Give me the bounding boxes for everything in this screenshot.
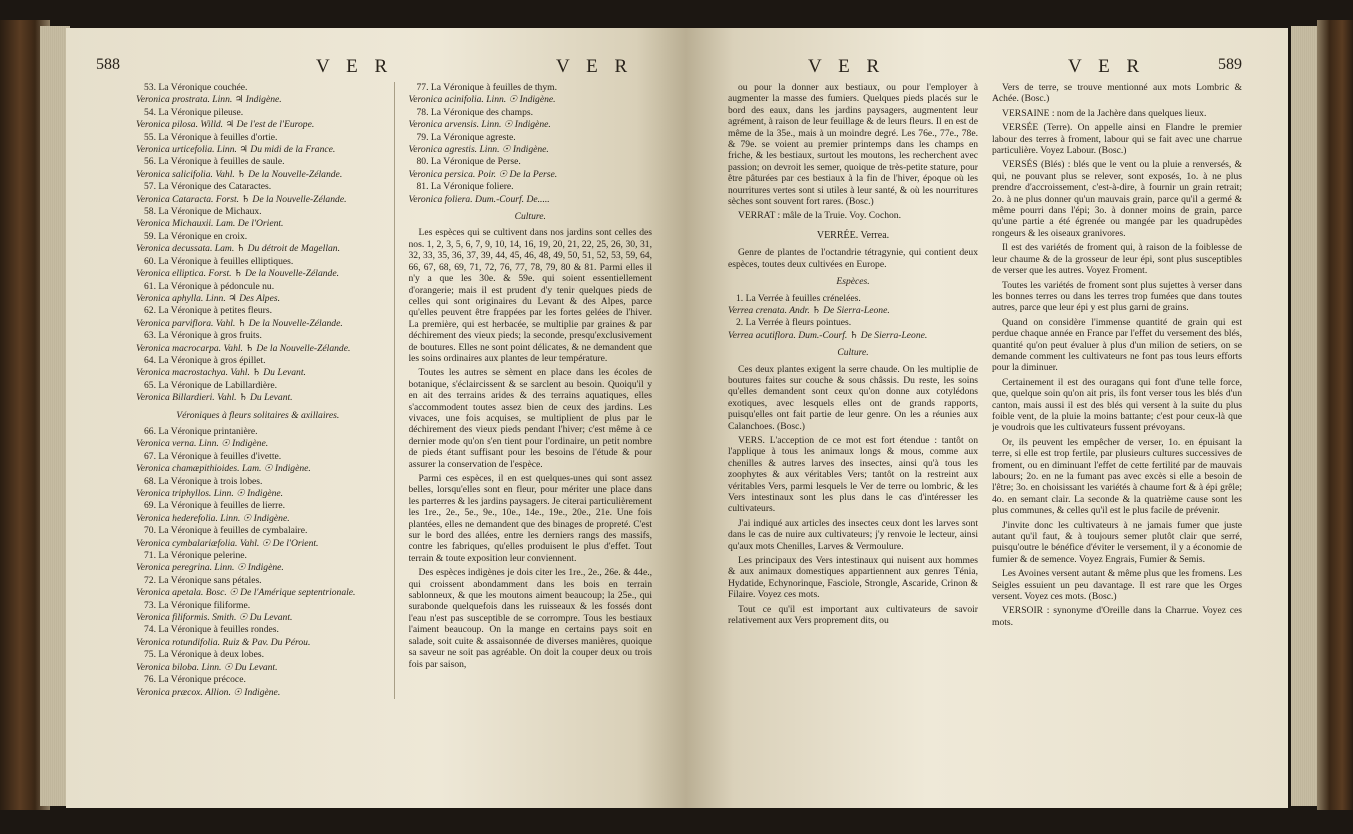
latin-name: Veronica chamæpithioides. Lam. ☉ Indigène. [136,463,311,475]
text-paragraph: Les espèces qui se cultivent dans nos jardins sont celles des nos. 1, 2, 3, 5, 6, 7, 9, 10, 14, 16, 19, 20, 21, 22, 25, 26, 30, 31, 32, 33, 35, 36, 37, 39, 44, 45, 46, 48, 49, 50, 51, 52, 53, 59, 64, 66, 67, 68, 69, 71, 72, 76, 77, 78, 79, 80 & 81. Parmi elles il n'y a que les 30e. & 59e. qui soient essentiellement d'orangerie; mais il est prudent d'y tenir quelques pieds de celles qui sont originaires du Levant & des Alpes, parce qu'elles peuvent être frappées par les fortes gelées de l'hiver. La première, qui est herbacée, se multiplie par graines & par déchirement des vieux pieds; la seconde, presqu'exclusivement de boutures. Elles ne sont point délicates, & ne demandent que les soins ordinaires aux plantes de leur température. [408,227,652,364]
latin-name: Veronica Billardieri. Vahl. ♄ Du Levant. [136,392,293,404]
text-paragraph: Les Avoines versent autant & même plus que les fromens. Les Seigles essuient un peu davantage. Il est rare que les Orges versent. Voyez ces mots. (Bosc.) [992,568,1242,603]
species-entry: 1. La Verrée à feuilles crénelées. [736,292,861,304]
text-paragraph: VERS. L'acception de ce mot est fort étendue : tantôt on l'applique à tous les animaux longs & mous, comme aux chenilles & autres larves des insectes, ainsi qu'à tous les zoophytes & aux véritables Vers; tantôt on la restreint aux véritables Vers, parmi lesquels le Ver de terre ou lombric, & les Vers intestinaux sont les plus dans le cas d'intéresser les cultivateurs. [728,434,978,515]
left-running-head [96,56,652,82]
section-heading: Culture. [837,347,869,359]
species-entry: 59. La Véronique en croix. [144,230,248,242]
species-entry: 68. La Véronique à trois lobes. [144,475,263,487]
running-head-title: V E R [808,56,886,77]
text-paragraph: Les principaux des Vers intestinaux qui nuisent aux hommes & aux animaux domestiques appartiennent aux genres Ténia, Hydatide, Echynorinque, Fasciole, Strongle, Ascaride, Crinon & Filaire. Voyez ces mots. [728,555,978,601]
latin-name: Veronica peregrina. Linn. ☉ Indigène. [136,562,284,574]
running-head-title-2: V E R [556,56,634,77]
latin-name: Veronica filiformis. Smith. ☉ Du Levant. [136,612,293,624]
latin-name: Veronica agrestis. Linn. ☉ Indigène. [408,144,549,156]
text-paragraph: Des espèces indigènes je dois citer les 1re., 2e., 26e. & 44e., qui croissent abondamment dans les bois en terrain sablonneux, & que les moutons aiment beaucoup; la 25e., qui surabonde quelquefois dans les ruisseaux & les fossés dont l'eau n'est pas susceptible de se corrompre. Tous les bestiaux l'aiment beaucoup. On la mange en certains pays soit en salade, soit cuite & assaisonnée de diverses manières, quoique sa saveur ne soit pas agréable. On doit la couper deux ou trois fois par saison, [408,567,652,670]
text-paragraph: Genre de plantes de l'octandrie tétragynie, qui contient deux espèces, toutes deux cultivées en Europe. [728,247,978,270]
latin-name: Veronica aphylla. Linn. ♃ Des Alpes. [136,292,280,304]
species-entry: 73. La Véronique filiforme. [144,599,251,611]
text-paragraph: Tout ce qu'il est important aux cultivateurs de savoir relativement aux Vers proprement dits, ou [728,603,978,627]
text-paragraph: Vers de terre, se trouve mentionné aux mots Lombric & Achée. (Bosc.) [992,82,1242,105]
latin-name: Veronica præcox. Allion. ☉ Indigène. [136,686,281,698]
latin-name: Veronica macrostachya. Vahl. ♄ Du Levant. [136,367,306,379]
latin-name: Veronica apetala. Bosc. ☉ De l'Amérique septentrionale. [136,587,356,599]
latin-name: Veronica urticefolia. Linn. ♃ Du midi de la France. [136,144,336,156]
species-entry: 66. La Véronique printanière. [144,425,258,437]
latin-name: Veronica Michauxii. Lam. De l'Orient. [136,218,284,230]
species-entry: 62. La Véronique à petites fleurs. [144,305,272,317]
right-running-head [728,56,1242,82]
latin-name: Veronica arvensis. Linn. ☉ Indigène. [408,119,551,131]
running-head-title: V E R [316,56,394,77]
latin-name: Veronica salicifolia. Vahl. ♄ De la Nouvelle-Zélande. [136,168,343,180]
text-paragraph: VERRAT : mâle de la Truie. Voy. Cochon. [738,210,902,222]
section-heading: Véroniques à fleurs solitaires & axillaires. [176,409,340,421]
text-paragraph: J'ai indiqué aux articles des insectes ceux dont les larves sont dans le cas de nuire aux cultivateurs; j'y renvoie le lecteur, ainsi qu'aux mots Chenilles, Larves & Vermoulure. [728,517,978,552]
text-paragraph: ou pour la donner aux bestiaux, ou pour l'employer à augmenter la masse des fumiers. Quelques pieds placés sur le bord des eaux, dans les jardins paysagers, augmentent leur agrément, à raison de leur feuillage & de leurs fleurs. Il en est de même de la 35e., mais à un moindre degré. Les 76e., 77e., 78e. & 79e. se voient au premier printemps dans les champs en friche, & les bestiaux, surtout les moutons, les recherchent avec passion; on devroit les semer, quoique de très-petite stature, pour être pâturées par ces bestiaux à la fin de l'hiver, époque où les nourritures vertes sont si utiles à leur santé, & où les nourritures sèches sont souvent fort rares. (Bosc.) [728,82,978,208]
text-paragraph: Quand on considère l'immense quantité de grain qui est perdue chaque année en France par l'effet du versement des blés, quantité qu'on peut évaluer à plus d'un milion de setiers, on se demande comment les cultivateurs ne font pas tous leurs efforts pour la diminuer. [992,316,1242,374]
latin-name: Veronica Cataracta. Forst. ♄ De la Nouvelle-Zélande. [136,193,347,205]
species-entry: 80. La Véronique de Perse. [416,156,521,168]
latin-name: Veronica pilosa. Willd. ♃ De l'est de l'Europe. [136,119,315,131]
species-entry: 63. La Véronique à gros fruits. [144,330,262,342]
text-paragraph: Il est des variétés de froment qui, à raison de la foiblesse de leur chaume & de la grosseur de leur épi, sont plus susceptibles de verser que les autres. Voyez Froment. [992,242,1242,277]
text-paragraph: VERSÉS (Blés) : blés que le vent ou la pluie a renversés, & qui, ne pouvant plus se relever, sont exposés, 1o. à ne plus prendre d'accroissement, c'est-à-dire, à fournir un grain retrait; 2o. à ne plus donner qu'un mauvais grain, parce qu'il a germé & même pourri dans l'épi; 3o. à donner moins de grain, parce qu'une partie a été égrenée ou mangée par les quadrupèdes rongeurs & les oiseaux granivores. [992,159,1242,239]
latin-name: Veronica foliera. Dum.-Courf. De..... [408,193,550,205]
left-page-columns [136,82,652,699]
species-entry: 76. La Véronique précoce. [144,674,246,686]
section-heading: Culture. [514,211,546,223]
text-paragraph: Toutes les autres se sèment en place dans les écoles de botanique, s'éclaircissent & se sarclent au besoin. Quoiqu'il y en ait des terrains arides & des terrains aquatiques, elles s'accommodent toutes assez bien de ceux des jardins. Les vivaces, une fois acquises, se multiplient de plus par le déchirement des vieux pieds pendant l'hiver; c'est même à ce dernier mode qu'on s'en tient pour l'ordinaire, un petit nombre de pieds étant suffisant pour les besoins de l'étude & pour assurer la conservation de l'espèce. [408,367,652,470]
species-entry: 72. La Véronique sans pétales. [144,574,262,586]
text-paragraph: J'invite donc les cultivateurs à ne jamais fumer que juste autant qu'il faut, & à toujours semer plutôt clair que serré, puisqu'outre le bénéfice d'éviter le versement, il y a économie de fumier & de semence. Voyez Engrais, Fumier & Semis. [992,519,1242,565]
species-entry: 53. La Véronique couchée. [144,82,248,93]
species-entry: 65. La Véronique de Labillardière. [144,379,278,391]
latin-name: Veronica macrocarpa. Vahl. ♄ De la Nouvelle-Zélande. [136,342,351,354]
species-entry: 67. La Véronique à feuilles d'ivette. [144,450,282,462]
species-entry: 74. La Véronique à feuilles rondes. [144,624,279,636]
latin-name: Veronica triphyllos. Linn. ☉ Indigène. [136,488,284,499]
species-entry: 75. La Véronique à deux lobes. [144,649,264,661]
species-entry: 58. La Véronique de Michaux. [144,206,262,218]
species-entry: 61. La Véronique à pédoncule nu. [144,280,275,292]
species-entry: 54. La Véronique pileuse. [144,106,244,118]
left-column-1 [136,82,380,699]
latin-name: Veronica hederefolia. Linn. ☉ Indigène. [136,512,290,524]
latin-name: Veronica decussata. Lam. ♄ Du détroit de Magellan. [136,243,341,255]
text-paragraph: Certainement il est des ouragans qui font d'une telle force, que, quelque soin qu'on ait pris, ils font verser tous les blés d'un canton, mais aussi il est des blés qui versent à la suite du plus foible vent, de la pluie la moins battante; c'est pour ceux-là que je voudrois que les cultivateurs fussent prévoyans. [992,376,1242,434]
right-column-1 [728,82,978,631]
text-paragraph: Or, ils peuvent les empêcher de verser, 1o. en épuisant la terre, si elle est trop fertile, par plusieurs cultures successives de froment, ou en diminuant l'effet de cette fertilité par de mauvais labours; 2o. en ne la fumant pas avec excès si elle a besoin de l'être; 3o. en choisissant les variétés à chaume fort & à épi grêle; 4o. en semant clair. La seconde & la quatrième cause sont les plus communes, & celles qu'il est le plus facile de prévenir. [992,436,1242,517]
species-entry: 78. La Véronique des champs. [416,106,534,118]
section-heading: Espèces. [836,276,870,288]
entry-headword: VERRÉE. Verrea. [816,229,890,241]
latin-name: Verrea acutiflora. Dum.-Courf. ♄ De Sierra-Leone. [728,329,928,341]
latin-name: Veronica biloba. Linn. ☉ Du Levant. [136,661,278,673]
species-entry: 79. La Véronique agreste. [416,131,516,143]
latin-name: Verrea crenata. Andr. ♄ De Sierra-Leone. [728,304,890,316]
page-number: 588 [96,56,120,73]
right-column-2 [992,82,1242,631]
species-entry: 77. La Véronique à feuilles de thym. [416,82,557,93]
left-column-2 [409,82,653,699]
species-entry: 69. La Véronique à feuilles de lierre. [144,500,286,512]
text-paragraph: Ces deux plantes exigent la serre chaude. On les multiplie de boutures faites sur couche & sous châssis. Du reste, les soins qu'elles demandent sont ceux qu'on donne aux cotylédons exotiques, avec lesquels elles ont de grands rapports, puisqu'elles ont fait partie de leur genre. On les a réunies aux Calanchoes. (Bosc.) [728,363,978,432]
latin-name: Veronica verna. Linn. ☉ Indigène. [136,438,269,450]
species-entry: 70. La Véronique à feuilles de cymbalaire. [144,525,308,537]
latin-name: Veronica prostrata. Linn. ♃ Indigène. [136,94,282,106]
species-entry: 56. La Véronique à feuilles de saule. [144,156,285,168]
latin-name: Veronica cymbalariæfolia. Vahl. ☉ De l'Orient. [136,537,319,549]
text-paragraph: Toutes les variétés de froment sont plus sujettes à verser dans les bonnes terres ou dans les terres trop fumées que dans toutes autres, parce que leur épi y est plus garni de grains. [992,279,1242,314]
text-paragraph: Parmi ces espèces, il en est quelques-unes qui sont assez belles, lorsqu'elles sont en fleur, pour mériter une place dans les parterres & les jardins paysagers. Je citerai particulièrement les 1re., 2e., 5e., 9e., 10e., 14e., 19e., 20e., 21e. Une fois plantées, elles ne demandent que des binages de propreté. C'est sur le bord des allées, entre les derniers rangs des massifs, contre les fabriques, qu'elles produisent le plus d'effet. Tout terrain & toute exposition leur conviennent. [408,473,652,564]
latin-name: Veronica persica. Poir. ☉ De la Perse. [408,168,558,180]
species-entry: 55. La Véronique à feuilles d'ortie. [144,131,278,143]
right-page [686,28,1288,808]
running-head-title-2: V E R [1068,56,1146,77]
column-rule [394,82,395,699]
text-paragraph: VERSOIR : synonyme d'Oreille dans la Charrue. Voyez ces mots. [992,605,1242,628]
species-entry: 81. La Véronique foliere. [416,181,514,193]
right-page-columns [728,82,1242,631]
left-page [66,28,686,808]
latin-name: Veronica acinifolia. Linn. ☉ Indigène. [408,94,556,106]
species-entry: 60. La Véronique à feuilles elliptiques. [144,255,294,267]
latin-name: Veronica rotundifolia. Ruiz & Pav. Du Pérou. [136,636,311,648]
page-number: 589 [1218,56,1242,73]
text-paragraph: VERSAINE : nom de la Jachère dans quelques lieux. [1002,107,1207,119]
species-entry: 2. La Verrée à fleurs pointues. [736,317,852,329]
book-binding-right [1317,20,1353,810]
text-paragraph: VERSÉE (Terre). On appelle ainsi en Flandre le premier labour des terres à froment, labour qui se fait avec une charrue particulière. Voyez Labour. (Bosc.) [992,122,1242,157]
latin-name: Veronica parviflora. Vahl. ♄ De la Nouvelle-Zélande. [136,317,343,329]
species-entry: 57. La Véronique des Cataractes. [144,181,272,193]
species-entry: 64. La Véronique à gros épillet. [144,354,266,366]
species-entry: 71. La Véronique pelerine. [144,550,247,562]
latin-name: Veronica elliptica. Forst. ♄ De la Nouvelle-Zélande. [136,268,340,280]
